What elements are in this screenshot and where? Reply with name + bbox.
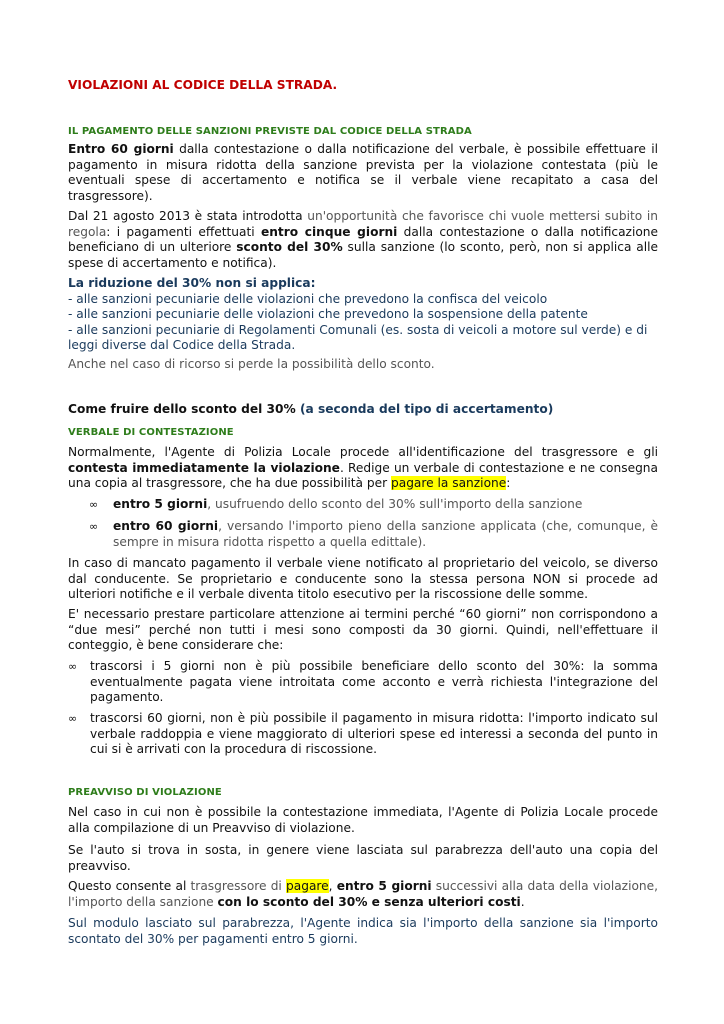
subheading-preavviso: PREAVVISO DI VIOLAZIONE	[68, 787, 222, 798]
paragraph-pagamento-preavviso	[68, 879, 658, 910]
bold-text: entro 60 giorni	[113, 519, 219, 533]
paragraph-discount-intro	[68, 209, 658, 271]
text: trasgressore di	[190, 879, 286, 893]
paragraph-contestazione	[68, 445, 658, 492]
reduction-list	[68, 276, 658, 354]
text: Dal 21 agosto 2013 è stata introdotta	[68, 209, 308, 223]
option-60-days	[89, 519, 658, 550]
section-heading-payment: IL PAGAMENTO DELLE SANZIONI PREVISTE DAL CODICE DELLA STRADA	[68, 126, 472, 137]
paragraph-sosta: Se l'auto si trova in sosta, in genere viene lasciata sul parabrezza dell'auto una copia del preavviso.	[68, 843, 658, 873]
highlighted-text: pagare	[286, 879, 329, 893]
text: . Redige un verbale di contestazione e ne consegna una copia al trasgressore, che ha due possibilità per	[68, 460, 658, 491]
bullet-icon: ∞	[68, 660, 78, 673]
bold-text: contesta immediatamente la violazione	[68, 460, 340, 475]
subheading-verbale: VERBALE DI CONTESTAZIONE	[68, 427, 234, 438]
note-5-days	[68, 659, 658, 706]
reduction-heading: La riduzione del 30% non si applica:	[68, 276, 316, 290]
reduction-item: - alle sanzioni pecuniarie di Regolamenti Comunali (es. sosta di veicoli a motore sul verde) e di leggi diverse dal Codice della Strada.	[68, 322, 648, 353]
section-heading-discount	[68, 402, 658, 418]
highlighted-text: pagare la sanzione	[390, 476, 507, 491]
note-text: trascorsi i 5 giorni non è più possibile beneficiare dello sconto del 30%: la somma eventualmente pagata viene introitata come acconto e verrà richiesta l'integrazione del pagamento.	[90, 659, 658, 705]
text: dalla contestazione o dalla notificazione del verbale, è possibile effettuare il pagamento in misura ridotta della sanzione prevista per la violazione contestata (più le eventuali spese di accertamento e notifica se il verbale viene recapitato a casa del trasgressore).	[68, 142, 659, 203]
paragraph-termini: E' necessario prestare particolare attenzione ai termini perché “60 giorni” non corrispondono a “due mesi” perché non tutti i mesi sono composti da 30 giorni. Quindi, nell'effettuare il conteggio, è bene considerare che:	[68, 607, 658, 653]
text: .	[520, 894, 525, 909]
bold-text: entro 5 giorni	[336, 879, 432, 893]
paragraph-60-days	[68, 142, 658, 204]
bold-text: sconto del 30%	[236, 240, 343, 255]
paragraph-preavviso: Nel caso in cui non è possibile la contestazione immediata, l'Agente di Polizia Locale procede alla compilazione di un Preavviso di violazione.	[68, 805, 658, 835]
text: dalla contestazione o dalla notificazione beneficiano di un ulteriore	[68, 224, 659, 255]
note-60-days	[68, 711, 658, 758]
text: , versando l'importo pieno della sanzione applicata (che, comunque, è sempre in misura ridotta rispetto a quella edittale).	[113, 519, 658, 549]
text: : i pagamenti effettuati	[106, 224, 261, 239]
bullet-icon: ∞	[68, 712, 78, 725]
text: ,	[328, 879, 337, 893]
text: , usufruendo dello sconto del 30% sull'importo della sanzione	[207, 497, 583, 511]
option-text	[89, 519, 658, 550]
option-text	[89, 497, 658, 513]
text: (a seconda del tipo di accertamento)	[295, 402, 554, 416]
appeal-note: Anche nel caso di ricorso si perde la possibilità dello sconto.	[68, 357, 435, 371]
text: :	[506, 476, 511, 491]
document-title: VIOLAZIONI AL CODICE DELLA STRADA.	[68, 78, 338, 92]
note-text: trascorsi 60 giorni, non è più possibile il pagamento in misura ridotta: l'importo indicato sul verbale raddoppia e viene maggiorato di ulteriori spese ed interessi a seconda del punto in cui si è arrivati con la procedura di riscossione.	[90, 711, 658, 757]
paragraph-modulo: Sul modulo lasciato sul parabrezza, l'Agente indica sia l'importo della sanzione sia l'importo scontato del 30% per pagamenti entro 5 giorni.	[68, 916, 658, 946]
text: Normalmente, l'Agente di Polizia Locale procede all'identificazione del trasgressore e gli	[68, 445, 658, 459]
bold-text: entro 5 giorni	[113, 497, 208, 511]
bold-text: Entro 60 giorni	[68, 142, 174, 156]
option-5-days	[89, 497, 658, 513]
reduction-item: - alle sanzioni pecuniarie delle violazioni che prevedono la confisca del veicolo	[68, 291, 548, 306]
text: Questo consente al	[68, 879, 191, 893]
text: un'opportunità che favorisce chi vuole mettersi subito in regola	[68, 209, 658, 239]
bold-text: entro cinque giorni	[260, 224, 398, 239]
paragraph-mancato-pagamento: In caso di mancato pagamento il verbale viene notificato al proprietario del veicolo, se diverso dal conducente. Se proprietario e conducente sono la stessa persona NON si procede ad ulteriori notifiche e il verbale diventa titolo esecutivo per la riscossione delle somme.	[68, 556, 658, 602]
bold-text: con lo sconto del 30% e senza ulteriori costi	[217, 894, 521, 909]
bullet-icon: ∞	[89, 520, 99, 533]
text: sulla sanzione (lo sconto, però, non si applica alle spese di accertamento e notifica).	[68, 240, 658, 270]
bullet-icon: ∞	[89, 498, 99, 511]
bold-text: Come fruire dello sconto del 30%	[68, 402, 296, 416]
reduction-item: - alle sanzioni pecuniarie delle violazioni che prevedono la sospensione della patente	[68, 307, 588, 322]
text: successivi alla data della violazione, l'importo della sanzione	[68, 879, 659, 909]
